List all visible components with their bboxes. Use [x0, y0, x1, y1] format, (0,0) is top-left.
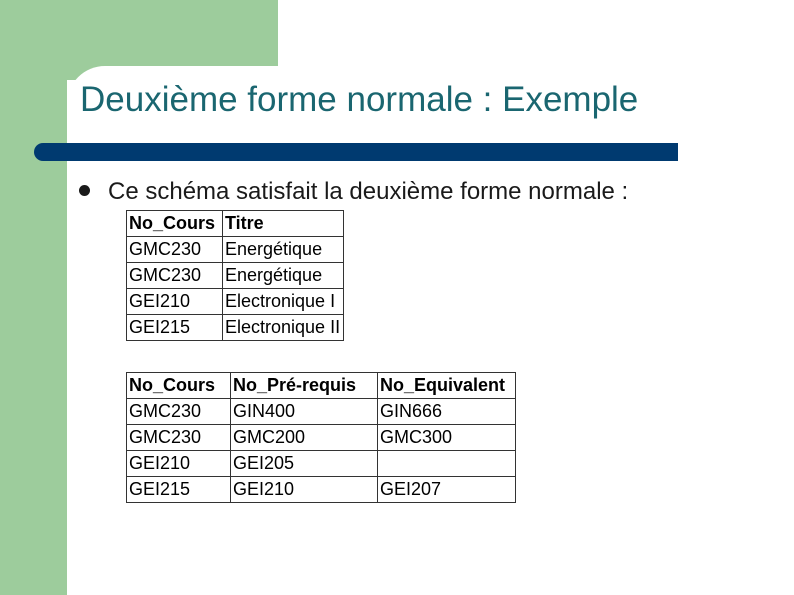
table-cell: GEI210: [231, 477, 378, 503]
table-row: [127, 477, 516, 503]
table-cell: GMC230: [127, 425, 231, 451]
table-row: [127, 315, 344, 341]
table-cell: GMC230: [127, 399, 231, 425]
slide-title: Deuxième forme normale : Exemple: [80, 80, 639, 119]
table-row: [127, 399, 516, 425]
table-cell: GMC230: [127, 237, 223, 263]
table-cell: GMC300: [378, 425, 516, 451]
table-row: [127, 289, 344, 315]
table-cell: GMC200: [231, 425, 378, 451]
table-cell: Electronique I: [223, 289, 344, 315]
table-row: [127, 451, 516, 477]
header-titre: Titre: [223, 211, 344, 237]
table-cell: GIN400: [231, 399, 378, 425]
header-no-prerequis: No_Pré-requis: [231, 373, 378, 399]
table-cell: GEI210: [127, 289, 223, 315]
table-cell: GEI215: [127, 477, 231, 503]
prerequisites-table: [126, 372, 516, 503]
table-header-row: [127, 373, 516, 399]
courses-table: [126, 210, 344, 341]
table-cell: GEI215: [127, 315, 223, 341]
table-cell: Electronique II: [223, 315, 344, 341]
table-header-row: [127, 211, 344, 237]
table-row: [127, 425, 516, 451]
table-cell: GEI207: [378, 477, 516, 503]
table-cell: GEI205: [231, 451, 378, 477]
table-cell: GEI210: [127, 451, 231, 477]
table-cell: [378, 451, 516, 477]
table-cell: GMC230: [127, 263, 223, 289]
header-no-cours: No_Cours: [127, 211, 223, 237]
table-cell: Energétique: [223, 237, 344, 263]
table-row: [127, 237, 344, 263]
table-cell: Energétique: [223, 263, 344, 289]
title-underline-bar: [34, 143, 678, 161]
header-no-equivalent: No_Equivalent: [378, 373, 516, 399]
decor-green-left: [0, 0, 67, 595]
table-cell: GIN666: [378, 399, 516, 425]
bullet-text: Ce schéma satisfait la deuxième forme normale :: [108, 178, 629, 205]
bullet-dot-icon: [79, 185, 90, 196]
table-row: [127, 263, 344, 289]
header-no-cours: No_Cours: [127, 373, 231, 399]
